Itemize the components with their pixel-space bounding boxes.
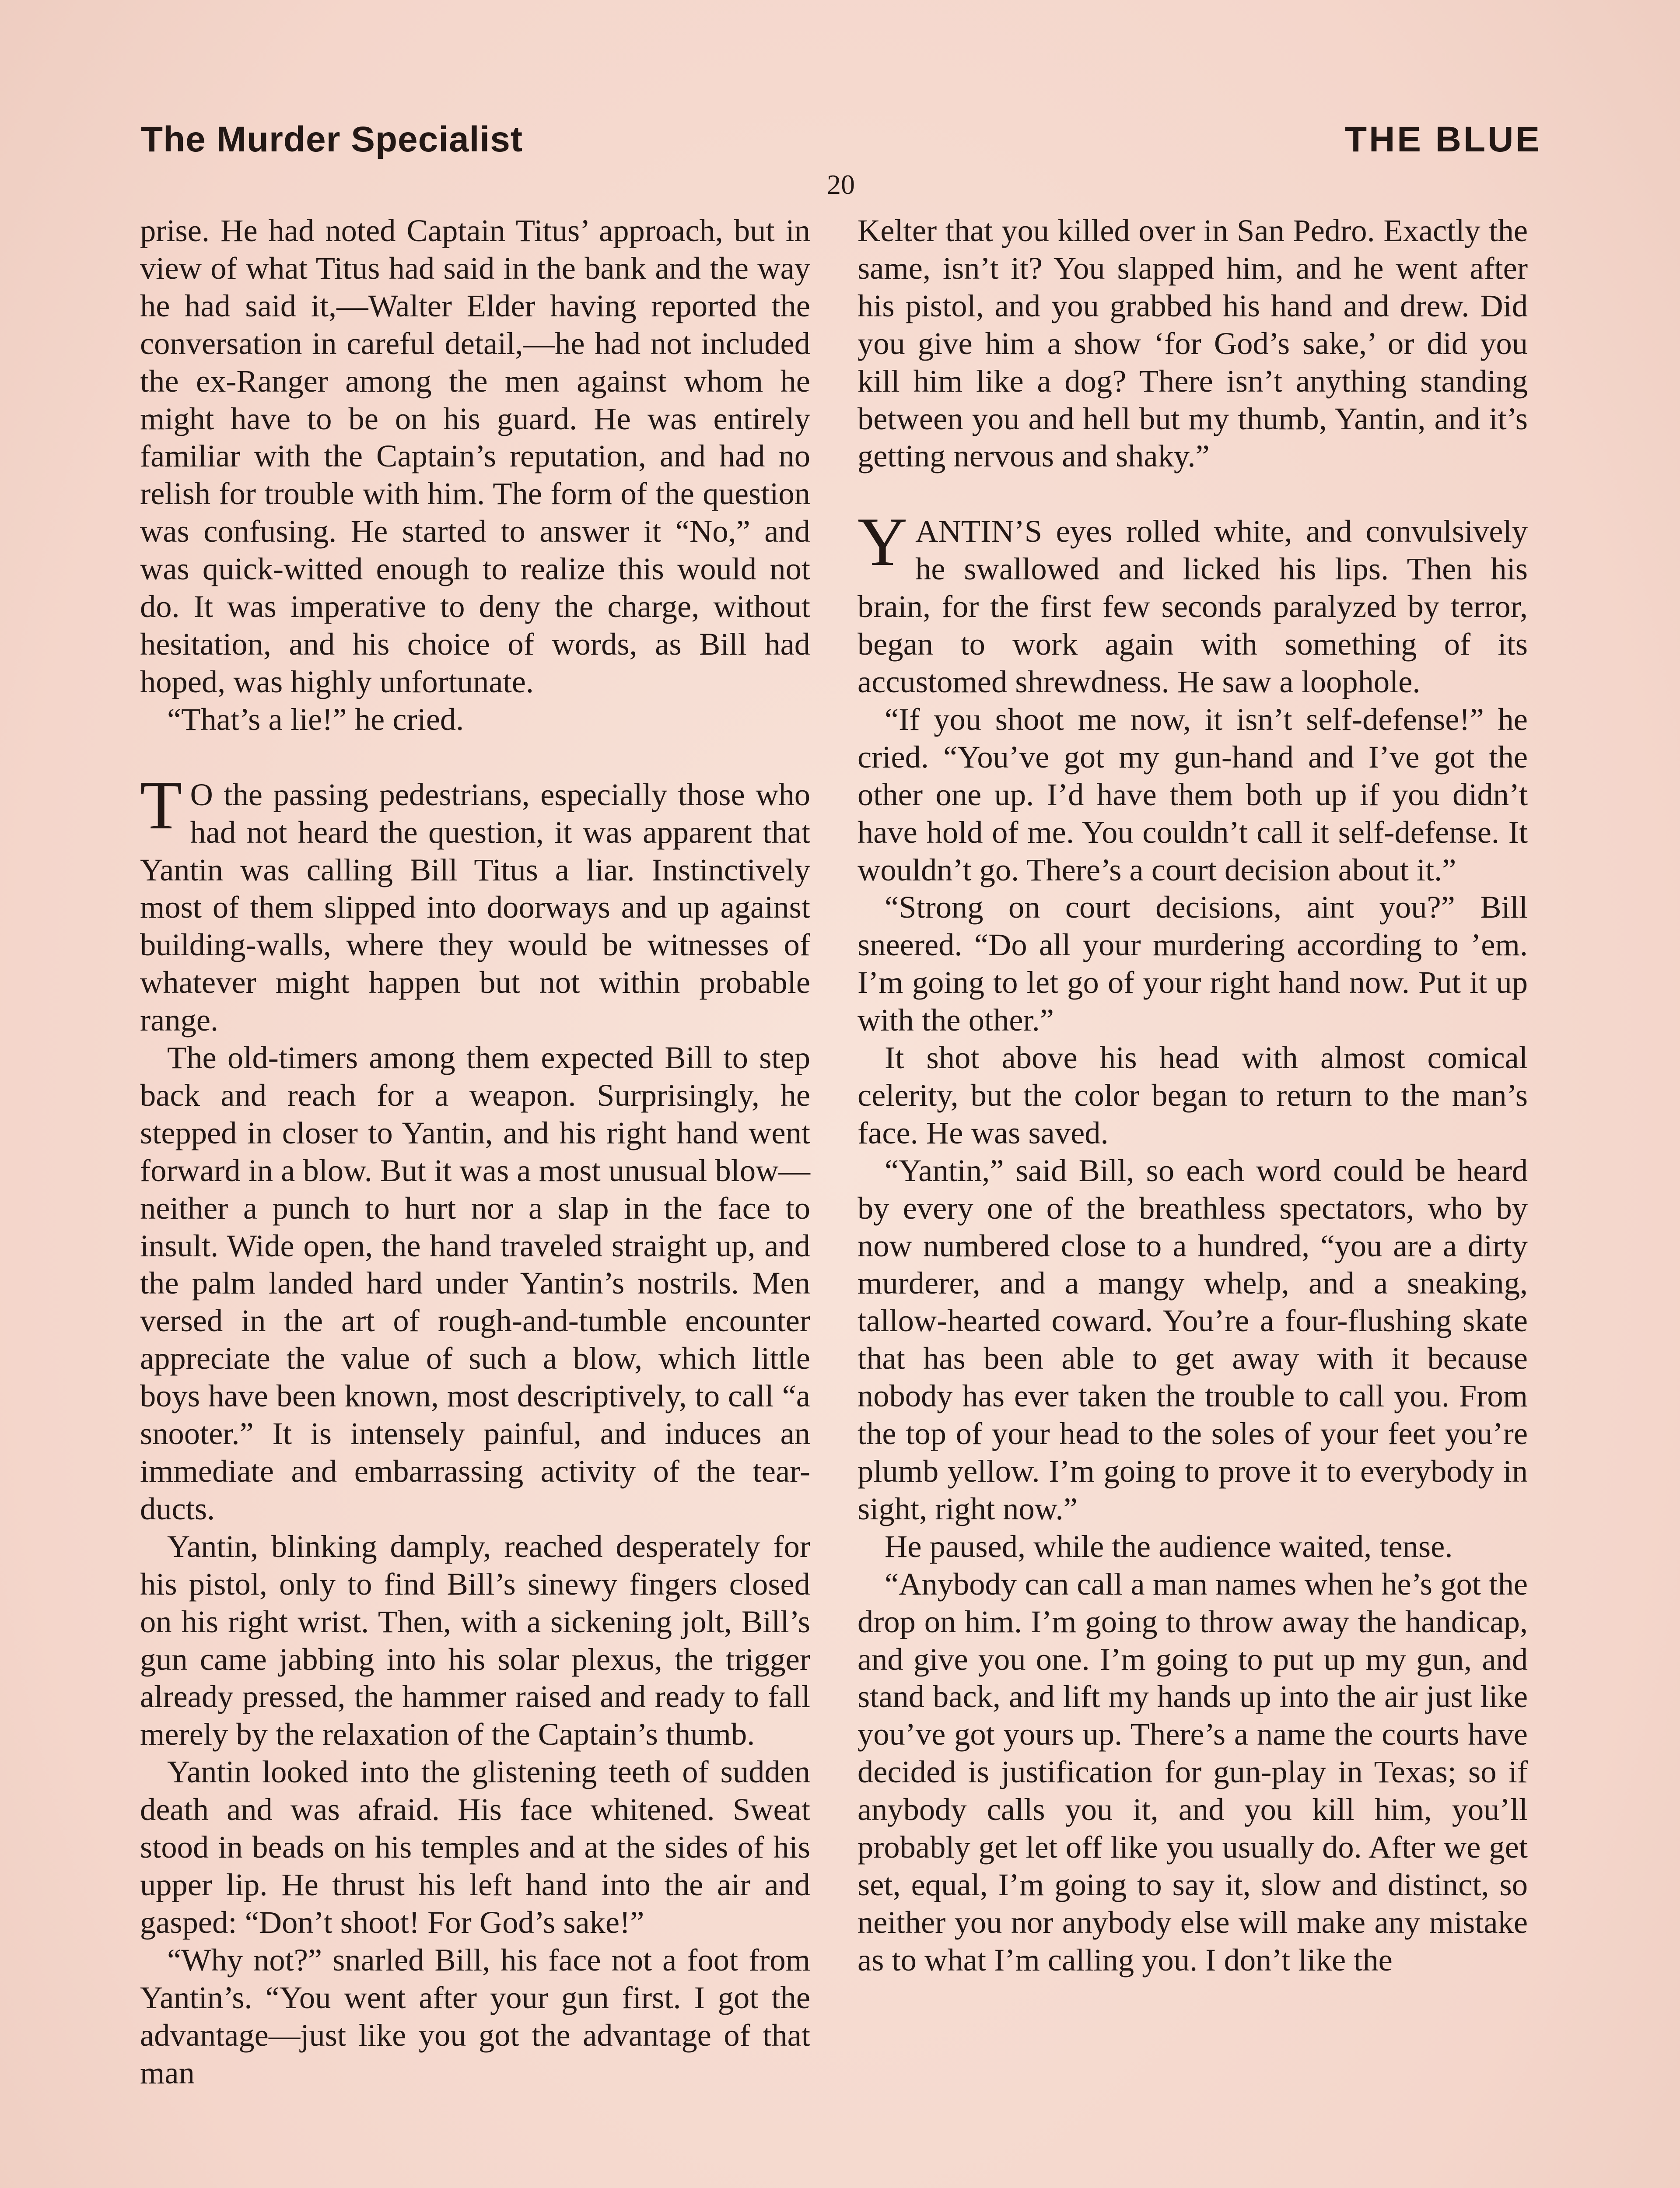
- drop-cap: T: [140, 767, 182, 844]
- paragraph: Kelter that you killed over in San Pedro. Exactly the same, isn’t it? You slapped him, and he went after his pistol, and you grabbed his hand and drew. Did you give him a show ‘for God’s sake,’ or did you kill him like a dog? There isn’t anything standing between you and hell but my thumb, Yantin, and it’s getting nervous and shaky.”: [858, 213, 1528, 474]
- section-paragraph: [140, 767, 810, 1039]
- paragraph: The old-timers among them expected Bill to step back and reach for a weapon. Surprisingly, he stepped in closer to Yantin, and his right hand went forward in a blow. But it was a most unusual blow—neither a punch to hurt nor a slap in the face to insult. Wide open, the hand traveled straight up, and the palm landed hard under Yantin’s nostrils. Men versed in the art of rough-and-tumble encounter appreciate the value of such a blow, which little boys have been known, most descriptively, to call “a snooter.” It is intensely painful, and induces an immediate and embarrassing activity of the tear-ducts.: [140, 1040, 810, 1526]
- paragraph: Yantin, blinking damply, reached desperately for his pistol, only to find Bill’s sinewy fingers closed on his right wrist. Then, with a sickening jolt, Bill’s gun came jabbing into his solar plexus, the trigger already pressed, the hammer raised and ready to fall merely by the relaxation of the Captain’s thumb.: [140, 1528, 810, 1752]
- left-column: [140, 212, 810, 2091]
- paragraph-text: ANTIN’S eyes rolled white, and convulsively he swallowed and licked his lips. Then his brain, for the first few seconds paralyzed by terror, began to work again with something of its accustomed shrewdness. He saw a loophole.: [858, 513, 1528, 699]
- right-column: [858, 212, 1528, 1979]
- paragraph: “Yantin,” said Bill, so each word could be heard by every one of the breathless spectators, who by now numbered close to a hundred, “you are a dirty murderer, and a mangy whelp, and a sneaking, tallow-hearted coward. You’re a four-flushing skate that has been able to get away with it because nobody has ever taken the trouble to call you. From the top of your head to the soles of your feet you’re plumb yellow. I’m going to prove it to everybody in sight, right now.”: [858, 1152, 1528, 1526]
- paragraph-text: O the passing pedestrians, especially those who had not heard the question, it was apparent that Yantin was calling Bill Titus a liar. Instinctively most of them slipped into doorways and up against building-walls, where they would be witnesses of whatever might happen but not within probable range.: [140, 776, 810, 1038]
- paragraph: “If you shoot me now, it isn’t self-defense!” he cried. “You’ve got my gun-hand and I’ve got the other one up. I’d have them both up if you didn’t have hold of me. You couldn’t call it self-defense. It wouldn’t go. There’s a court decision about it.”: [858, 701, 1528, 887]
- paragraph: It shot above his head with almost comical celerity, but the color began to return to the man’s face. He was saved.: [858, 1040, 1528, 1150]
- running-head-title: The Murder Specialist: [141, 119, 523, 159]
- page-number: 20: [827, 169, 855, 200]
- running-head-magazine: THE BLUE: [1345, 119, 1542, 159]
- paragraph: “That’s a lie!” he cried.: [167, 701, 464, 737]
- paragraph: “Why not?” snarled Bill, his face not a foot from Yantin’s. “You went after your gun first. I got the advantage—just like you got the advantage of that man: [140, 1942, 810, 2090]
- paragraph: prise. He had noted Captain Titus’ approach, but in view of what Titus had said in the bank and the way he had said it,—Walter Elder having reported the conversation in careful detail,—he had not included the ex-Ranger among the men against whom he might have to be on his guard. He was entirely familiar with the Captain’s reputation, and had no relish for trouble with him. The form of the question was confusing. He started to answer it “No,” and was quick-witted enough to realize this would not do. It was imperative to deny the charge, without hesitation, and his choice of words, as Bill had hoped, was highly unfortunate.: [140, 213, 810, 699]
- paragraph: He paused, while the audience waited, tense.: [885, 1528, 1453, 1564]
- drop-cap: Y: [858, 504, 908, 581]
- paragraph: Yantin looked into the glistening teeth of sudden death and was afraid. His face whitened. Sweat stood in beads on his temples and at the sides of his upper lip. He thrust his left hand into the air and gasped: “Don’t shoot! For God’s sake!”: [140, 1754, 810, 1940]
- paragraph: “Anybody can call a man names when he’s got the drop on him. I’m going to throw away the handicap, and give you one. I’m going to put up my gun, and stand back, and lift my hands up into the air just like you’ve got yours up. There’s a name the courts have decided is justification for gun-play in Texas; so if anybody calls you it, and you kill him, you’ll probably get let off like you usually do. After we get set, equal, I’m going to say it, slow and distinct, so neither you nor anybody else will make any mistake as to what I’m calling you. I don’t like the: [858, 1566, 1528, 1978]
- section-paragraph: [858, 504, 1528, 701]
- paragraph: “Strong on court decisions, aint you?” Bill sneered. “Do all your murdering according to ’em. I’m going to let go of your right hand now. Put it up with the other.”: [858, 889, 1528, 1038]
